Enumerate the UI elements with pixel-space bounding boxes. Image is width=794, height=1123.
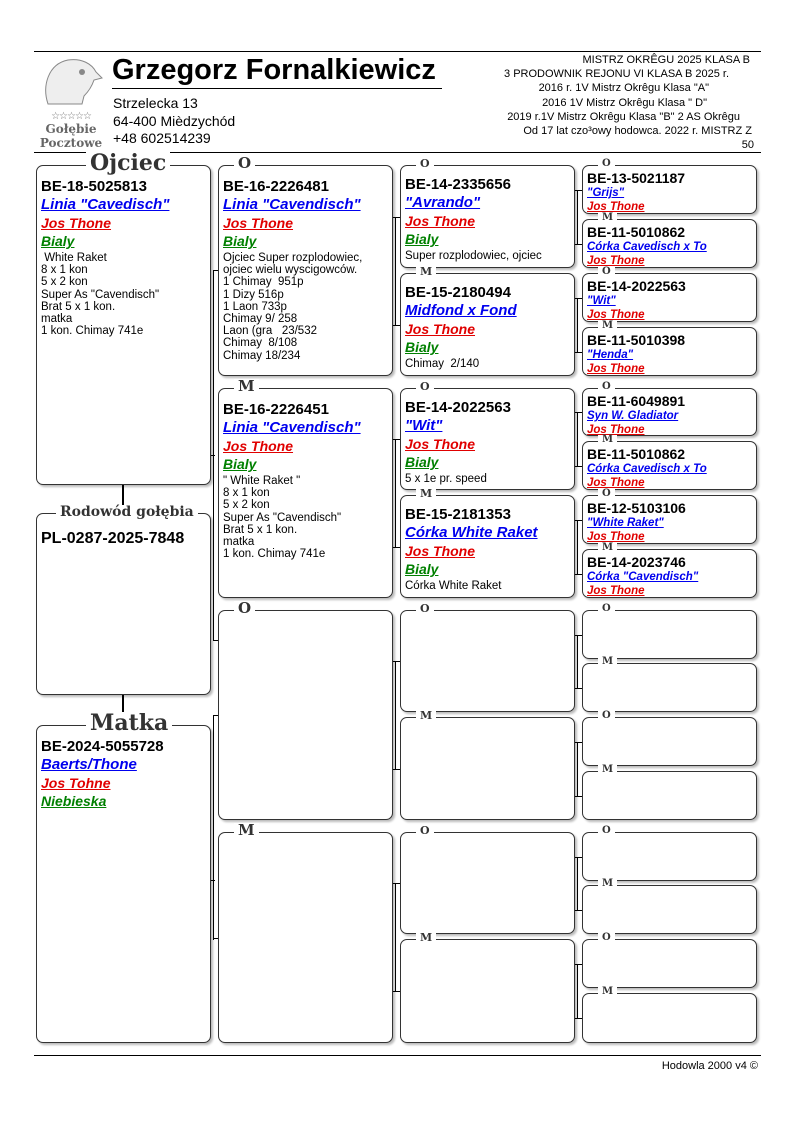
breeder-name: Jos Thone [587, 255, 645, 267]
great-grandparent-box[interactable] [582, 832, 757, 881]
bird-color: Bialy [405, 454, 439, 470]
bird-name: Syn W. Gladiator [587, 410, 679, 422]
breeder-name: Jos Thone [405, 436, 476, 452]
connector-line [395, 661, 396, 769]
bird-color: Bialy [41, 233, 75, 249]
owner-city: 64-400 Mièdzychód [113, 113, 236, 129]
logo [36, 56, 106, 148]
breeder-name: Jos Thone [223, 438, 294, 454]
box-label: Matka [86, 712, 172, 734]
great-grandparent-box[interactable] [582, 388, 757, 436]
parent-box[interactable] [218, 388, 393, 598]
bird-name: Midfond x Fond [405, 302, 517, 319]
bird-notes: " White Raket " 8 x 1 kon 5 x 2 kon Super As "Cavendisch" Brat 5 x 1 kon. matka 1 kon. Chimay 741e [223, 475, 342, 561]
breeder-name: Jos Thone [587, 585, 645, 597]
ring-number: BE-11-5010398 [587, 332, 686, 348]
bird-notes: White Raket 8 x 1 kon 5 x 2 kon Super As "Cavendisch" Brat 5 x 1 kon. matka 1 kon. Chimay 741e [41, 252, 160, 338]
connector-line [575, 574, 582, 575]
bird-color: Bialy [405, 339, 439, 355]
bird-name: Linia "Cavendisch" [223, 196, 361, 213]
box-label: M [598, 765, 617, 775]
box-label: O [598, 267, 615, 277]
box-label: O [598, 604, 615, 614]
box-label: M [598, 435, 617, 445]
connector-line [213, 640, 218, 641]
connector-line [393, 991, 400, 992]
logo-stars: ☆☆☆☆☆ [51, 111, 91, 122]
ring-number: BE-14-2335656 [405, 176, 511, 193]
breeder-name: Jos Thone [587, 424, 645, 436]
box-label: O [598, 382, 615, 392]
connector-line [393, 325, 400, 326]
ring-number: BE-11-5010862 [587, 224, 686, 240]
bird-name: Linia "Cavendisch" [223, 419, 361, 436]
box-label: O [598, 489, 615, 499]
bird-name: Córka Cavedisch x To [587, 463, 707, 475]
ring-number: BE-11-5010862 [587, 446, 686, 462]
box-label: M [234, 379, 259, 394]
box-label: O [416, 158, 434, 169]
ring-number: BE-13-5021187 [587, 170, 686, 186]
breeder-name: Jos Thone [587, 309, 645, 321]
great-grandparent-box[interactable] [582, 441, 757, 490]
connector-line [575, 466, 582, 467]
bird-name: "Avrando" [405, 194, 481, 211]
achievement: MISTRZ OKRÊGU 2025 KLASA B [582, 54, 750, 66]
bird-color: Niebieska [41, 793, 107, 809]
box-label: Rodowód gołębia [56, 505, 198, 519]
great-grandparent-box[interactable] [582, 165, 757, 214]
parent-box[interactable] [218, 610, 393, 820]
ring-number: BE-11-6049891 [587, 393, 686, 409]
grandparent-box[interactable] [400, 165, 575, 268]
pigeon-box[interactable] [36, 513, 211, 695]
connector-line [577, 298, 578, 352]
achievement: 2016 r. 1V Mistrz Okrêgu Klasa "A" [538, 82, 709, 95]
bird-color: Bialy [223, 233, 257, 249]
connector-line [575, 1018, 582, 1019]
mother-box[interactable] [36, 725, 211, 1043]
breeder-name: Jos Thone [587, 201, 645, 213]
bird-name: "Wit" [405, 417, 443, 434]
logo-text-2: Pocztowe [39, 136, 103, 150]
box-label: M [416, 710, 436, 721]
connector-line [577, 635, 578, 688]
connector-line [575, 910, 582, 911]
footer-rule [34, 1055, 761, 1056]
breeder-name: Jos Tohne [41, 775, 111, 791]
great-grandparent-box[interactable] [582, 885, 757, 934]
connector-line [577, 190, 578, 244]
bird-name: "Wit" [587, 295, 616, 307]
great-grandparent-box[interactable] [582, 610, 757, 659]
bird-color: Bialy [223, 456, 257, 472]
bird-notes: Chimay 2/140 [405, 358, 480, 370]
connector-line [577, 857, 578, 910]
great-grandparent-box[interactable] [582, 549, 757, 598]
breeder-name: Jos Thone [223, 215, 294, 231]
connector-line [577, 742, 578, 796]
breeder-name: Jos Thone [587, 363, 645, 375]
ring-number: BE-2024-5055728 [41, 738, 164, 755]
connector-line [395, 217, 396, 325]
box-label: M [416, 488, 436, 499]
owner-street: Strzelecka 13 [113, 95, 198, 111]
achievement: 2016 1V Mistrz Okrêgu Klasa " D" [542, 96, 707, 109]
breeder-name: Jos Thone [587, 477, 645, 489]
pigeon-head-icon [38, 56, 104, 106]
box-label: O [234, 156, 255, 171]
breeder-name: Jos Thone [405, 543, 476, 559]
bird-notes: Córka White Raket [405, 580, 502, 592]
breeder-name: Jos Thone [41, 215, 112, 231]
ring-number: PL-0287-2025-7848 [41, 530, 185, 547]
bird-name: Linia "Cavedisch" [41, 196, 170, 213]
great-grandparent-box[interactable] [582, 939, 757, 988]
logo-text-1: Gołębie [45, 122, 97, 136]
father-box[interactable] [36, 165, 211, 485]
box-label: O [416, 381, 434, 392]
box-label: M [598, 321, 617, 331]
box-label: O [598, 711, 615, 721]
grandparent-box[interactable] [400, 495, 575, 598]
great-grandparent-box[interactable] [582, 327, 757, 376]
box-label: O [234, 601, 255, 616]
ring-number: BE-14-2023746 [587, 554, 686, 570]
header-top-rule [34, 51, 761, 52]
bird-color: Bialy [405, 561, 439, 577]
owner-name: Grzegorz Fornalkiewicz [112, 54, 442, 89]
achievement: 3 PRODOWNIK REJONU VI KLASA B 2025 r. [504, 68, 729, 81]
box-label: M [598, 543, 617, 553]
box-label: M [598, 213, 617, 223]
bird-name: "White Raket" [587, 517, 664, 529]
grandparent-box[interactable] [400, 388, 575, 490]
great-grandparent-box[interactable] [582, 273, 757, 322]
bird-notes: Ojciec Super rozplodowiec, ojciec wielu wyscigowców. 1 Chimay 951p 1 Dizy 516p 1 Laon 733p Chimay 9/ 258 Laon (gra 23/532 Chimay 8/108 Chimay 18/234 [223, 252, 363, 362]
connector-line [393, 547, 400, 548]
ring-number: BE-16-2226451 [223, 401, 329, 418]
box-label: M [234, 823, 259, 838]
box-label: M [416, 932, 436, 943]
connector-line [577, 412, 578, 466]
bird-name: Baerts/Thone [41, 756, 137, 773]
connector-line [395, 883, 396, 991]
great-grandparent-box[interactable] [582, 495, 757, 544]
footer-text: Hodowla 2000 v4 © [661, 1060, 758, 1072]
great-grandparent-box[interactable] [582, 993, 757, 1043]
breeder-name: Jos Thone [587, 531, 645, 543]
connector-line [213, 270, 218, 271]
grandparent-box[interactable] [400, 832, 575, 934]
great-grandparent-box[interactable] [582, 219, 757, 268]
box-label: O [598, 933, 615, 943]
connector-line [577, 964, 578, 1019]
connector-line [395, 439, 396, 547]
ring-number: BE-16-2226481 [223, 178, 329, 195]
box-label: O [416, 603, 434, 614]
breeder-name: Jos Thone [405, 213, 476, 229]
bird-name: Córka White Raket [405, 524, 538, 541]
bird-color: Bialy [405, 231, 439, 247]
box-label: M [598, 879, 617, 889]
bird-notes: 5 x 1e pr. speed [405, 473, 487, 485]
bird-name: "Grijs" [587, 187, 625, 199]
box-label: M [416, 266, 436, 277]
grandparent-box[interactable] [400, 610, 575, 712]
great-grandparent-box[interactable] [582, 717, 757, 766]
connector-line [213, 715, 214, 940]
ring-number: BE-14-2022563 [587, 278, 686, 294]
grandparent-box[interactable] [400, 939, 575, 1043]
parent-box[interactable] [218, 165, 393, 376]
connector-line [575, 688, 582, 689]
parent-box[interactable] [218, 832, 393, 1043]
connector-line [213, 715, 218, 716]
great-grandparent-box[interactable] [582, 663, 757, 712]
grandparent-box[interactable] [400, 717, 575, 820]
owner-phone: +48 602514239 [113, 130, 211, 146]
ring-number: BE-12-5103106 [587, 500, 686, 516]
connector-line [577, 520, 578, 574]
connector-line [393, 769, 400, 770]
connector-line [213, 270, 214, 640]
achievement: 2019 r.1V Mistrz Okrêgu Klasa "B" 2 AS Okrêgu [507, 110, 740, 123]
bird-name: Córka "Cavendisch" [587, 571, 699, 583]
box-label: O [598, 826, 615, 836]
ring-number: BE-15-2181353 [405, 506, 511, 523]
box-label: Ojciec [86, 152, 170, 174]
great-grandparent-box[interactable] [582, 771, 757, 820]
breeder-name: Jos Thone [405, 321, 476, 337]
box-label: O [416, 825, 434, 836]
connector-line [575, 352, 582, 353]
ring-number: BE-14-2022563 [405, 399, 511, 416]
ring-number: BE-18-5025813 [41, 178, 147, 195]
bird-name: "Henda" [587, 349, 634, 361]
connector-line [575, 244, 582, 245]
achievement: 50 [741, 139, 754, 152]
box-label: M [598, 987, 617, 997]
ring-number: BE-15-2180494 [405, 284, 511, 301]
box-label: O [598, 159, 615, 169]
bird-notes: Super rozplodowiec, ojciec [405, 250, 542, 262]
connector-line [575, 796, 582, 797]
box-label: M [598, 657, 617, 667]
bird-name: Córka Cavedisch x To [587, 241, 707, 253]
achievements [454, 53, 754, 152]
achievement: Od 17 lat czo³owy hodowca. 2022 r. MISTRZ Z [523, 125, 752, 138]
connector-line [213, 938, 218, 939]
grandparent-box[interactable] [400, 273, 575, 376]
